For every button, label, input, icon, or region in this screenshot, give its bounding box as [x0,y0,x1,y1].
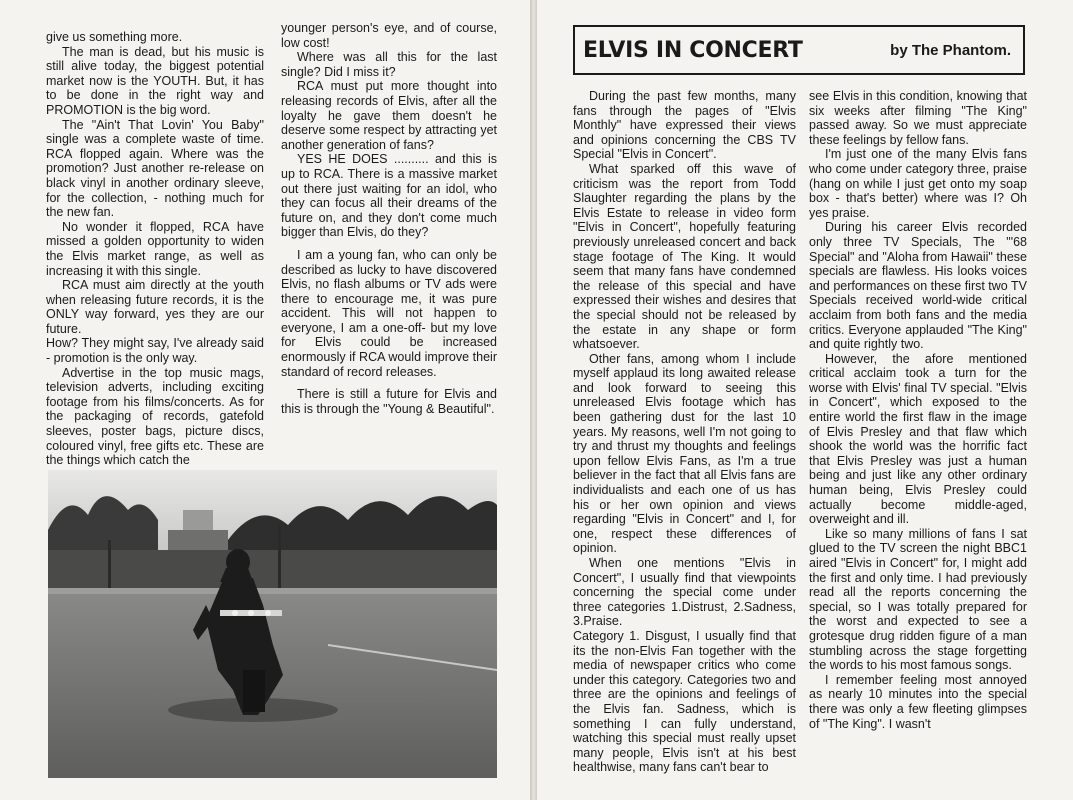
paragraph: RCA must put more thought into releasing records of Elvis, after all the loyalty he gave them doesn't he deserve some respect by attracting yet another generation of fans? [281,79,497,152]
paragraph: give us something more. [46,30,183,44]
right-page [537,0,1073,800]
paragraph: The man is dead, but his music is still alive today, the biggest potential market now is the YOUTH. But, it has to be done in the right way and PROMOTION is the big word. [46,44,264,117]
paragraph: What sparked off this wave of criticism was the report from Todd Slaughter regarding the plans by the Elvis Estate to release in video form "Elvis in Concert", hopefully featuring previously unreleased concert and back stage footage of The King. It would seem that many fans have condemned the release of this special and have expressed their wishes and desires that the special should not be released by the estate in any shape or form whatsoever. [573,161,796,352]
paragraph: I am a young fan, who can only be described as lucky to have discovered Elvis, no flash albums or TV ads were there to encourage me, it was pure accident. This will not happen to everyone, I am a one-off- but my love for Elvis could be increased enormously if RCA would improve their standard of record releases. [281,247,497,379]
paragraph: RCA must aim directly at the youth when releasing future records, it is the ONLY way forward, yes they are our future. [46,278,264,336]
paragraph: younger person's eye, and of course, low cost! [281,21,497,50]
article-title: ELVIS IN CONCERT [583,37,803,63]
paragraph: Other fans, among whom I include myself applaud its long awaited release and look forward to seeing this unreleased Elvis footage which has been gathering dust for the last 10 years. My reasons, well I'm not going to try and thrust my thoughts and feelings upon fellow Elvis Fans, as I'm a true believer in the fact that all Elvis fans are individualists and each one of us has his or her own opinion and views regarding "Elvis in Concert" and I, for one, respect these differences of opinion. [573,351,796,556]
right-column-2 [809,89,1027,731]
paragraph: I'm just one of the many Elvis fans who come under category three, praise (hang on while I just get onto my soap box - that's better) where was I? Oh yes praise. [809,147,1027,220]
article-byline: by The Phantom. [890,41,1011,59]
paragraph: Advertise in the top music mags, television adverts, including exciting footage from his films/concerts. As for the packaging of records, gatefold sleeves, poster bags, picture discs, coloured vinyl, free gifts etc. These are the things which catch the [46,365,264,468]
paragraph: When one mentions "Elvis in Concert", I usually find that viewpoints concerning the special come under three categories 1.Distrust, 2.Sadness, 3.Praise. [573,556,796,629]
paragraph: YES HE DOES .......... and this is up to RCA. There is a massive market out there just waiting for an idol, who they can focus all their dreams of the future on, and they don't come much bigger than Elvis, do they? [281,152,497,240]
book-spine [530,0,537,800]
paragraph: However, the afore mentioned critical acclaim took a turn for the worse with Elvis' final TV special. "Elvis in Concert", which exposed to the entire world the first flaw in the image of Elvis Presley and that flaw which shook the world was the horrific fact that Elvis Presley was just a human being and just like any other ordinary human being, Elvis Presley could actually become middle-aged, overweight and ill. [809,351,1027,527]
paragraph: During the past few months, many fans through the pages of "Elvis Monthly" have expressed their views and opinions concerning the CBS TV Special "Elvis in Concert". [573,89,796,162]
paragraph: see Elvis in this condition, knowing that six weeks after filming "The King" passed away. So we must appreciate these feelings by fellow fans. [809,89,1027,147]
motorcycle-photo [48,470,497,778]
right-column-1 [573,89,796,775]
left-column-1 [46,30,264,468]
paragraph: Where was all this for the last single? Did I miss it? [281,50,497,79]
article-header [573,25,1025,75]
paragraph: There is still a future for Elvis and this is through the "Young & Beautiful". [281,387,497,416]
paragraph: I remember feeling most annoyed as nearly 10 minutes into the special there was only a few fleeting glimpses of "The King". I wasn't [809,672,1027,731]
paragraph: During his career Elvis recorded only three TV Specials, The "'68 Special" and "Aloha from Hawaii" these specials are flawless. His looks voices and performances on these first two TV Specials received world-wide critical acclaim from both fans and the media critics. Everyone applauded "The King" and quite rightly two. [809,220,1027,352]
left-column-2 [281,21,497,416]
paragraph: Like so many millions of fans I sat glued to the TV screen the night BBC1 aired "Elvis in Concert" for, I might add the first and only time. I had previously read all the reports concerning the special, so I was totally prepared for the worst and expected to see a grotesque drug ridden figure of a man stumbling across the stage forgetting the words to his most famous songs. [809,526,1027,673]
paragraph: How? They might say, I've already said - promotion is the only way. [46,336,264,366]
paragraph: No wonder it flopped, RCA have missed a golden opportunity to widen the Elvis market range, as well as increasing it with this single. [46,219,264,278]
paragraph: Category 1. Disgust, I usually find that its the non-Elvis Fan together with the media of newspaper critics who come under this category. Categories two and three are the opinions and feelings of the Elvis fan. Sadness, which is something I can fully understand, watching this special must really upset many people, Elvis isn't at his best healthwise, many fans can't bear to [573,628,796,775]
paragraph: The "Ain't That Lovin' You Baby" single was a complete waste of time. RCA flopped again. Where was the promotion? Just another re-release on black vinyl in another ordinary sleeve, for the collection, - nothing much for the new fan. [46,117,264,220]
left-page [0,0,530,800]
